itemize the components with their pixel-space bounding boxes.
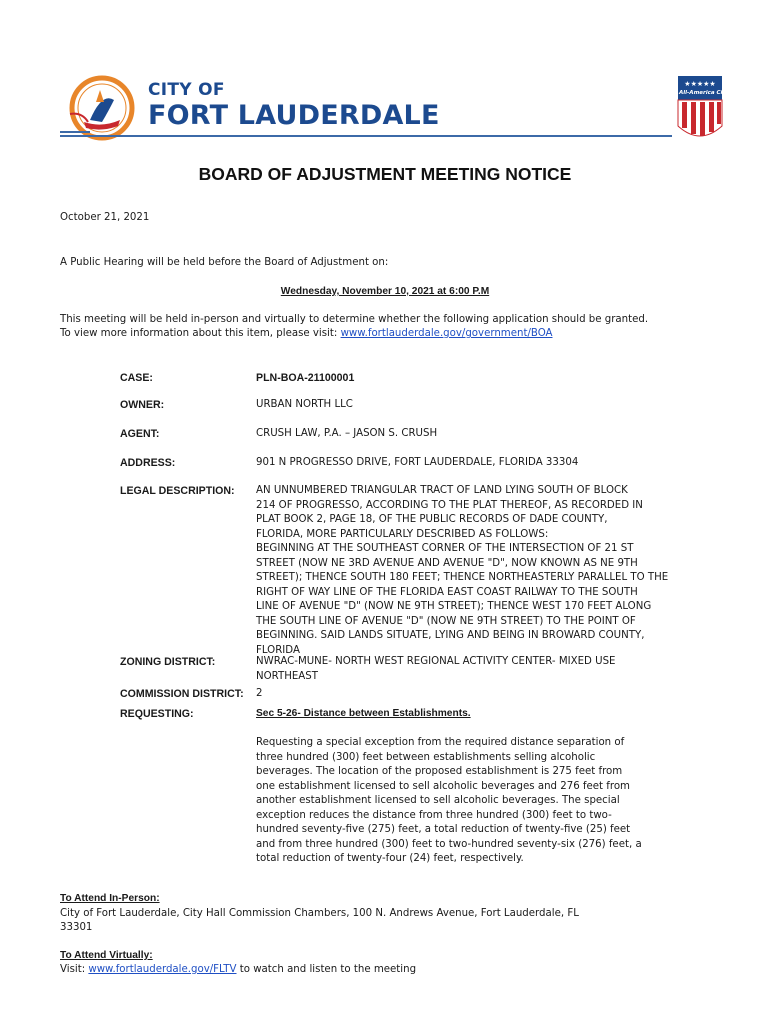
legal-description-label: LEGAL DESCRIPTION:	[120, 485, 235, 497]
city-seal-icon	[60, 72, 140, 144]
all-america-city-badge	[676, 74, 729, 146]
page-title: BOARD OF ADJUSTMENT MEETING NOTICE	[198, 164, 572, 184]
all-america-city-icon	[676, 74, 729, 146]
legal-line: FLORIDA, MORE PARTICULARLY DESCRIBED AS FOLLOWS:	[256, 528, 549, 540]
legal-line: 214 OF PROGRESSO, ACCORDING TO THE PLAT THEREOF, AS RECORDED IN	[256, 499, 643, 511]
logo-line-2: FORT LAUDERDALE	[148, 100, 440, 131]
legal-line: BEGINNING. SAID LANDS SITUATE, LYING AND BEING IN BROWARD COUNTY,	[256, 630, 645, 641]
request-line: hundred seventy-five (275) feet, a total reduction of twenty-five (25) feet	[256, 824, 631, 835]
legal-line: AN UNNUMBERED TRIANGULAR TRACT OF LAND LYING SOUTH OF BLOCK	[256, 485, 628, 496]
agent-value: CRUSH LAW, P.A. – JASON S. CRUSH	[256, 428, 438, 439]
commission-label: COMMISSION DISTRICT:	[120, 688, 244, 700]
legal-line: LINE OF AVENUE "D" (NOW NE 9TH STREET); THENCE WEST 170 FEET ALONG	[256, 601, 652, 612]
city-logo	[60, 72, 680, 144]
info-line-1: This meeting will be held in-person and virtually to determine whether the following application should be granted.	[60, 314, 649, 325]
zoning-label: ZONING DISTRICT:	[120, 656, 216, 668]
header-rule-short	[60, 131, 90, 133]
request-line: and from three hundred (300) feet to two-hundred seventy-six (276) feet, a	[256, 838, 642, 850]
logo-line-1: CITY OF	[148, 80, 225, 100]
commission-value: 2	[256, 688, 263, 699]
info-line-2-prefix: To view more information about this item, please visit:	[60, 328, 341, 339]
legal-description	[256, 484, 676, 658]
legal-line: FLORIDA	[256, 644, 300, 656]
request-line: exception reduces the distance from three hundred (300) feet to two-	[256, 809, 612, 821]
virtual-prefix: Visit:	[60, 964, 89, 975]
zoning-line: NWRAC-MUNE- NORTH WEST REGIONAL ACTIVITY CENTER- MIXED USE	[256, 656, 616, 667]
zoning-line: NORTHEAST	[256, 670, 318, 682]
agent-label: AGENT:	[120, 428, 160, 440]
zoning-value	[256, 655, 676, 684]
request-line: one establishment licensed to sell alcoholic beverages and 276 feet from	[256, 780, 630, 792]
legal-line: THE SOUTH LINE OF AVENUE "D" (NOW NE 9TH STREET) TO THE POINT OF	[256, 615, 636, 627]
request-line: three hundred (300) feet between establishments selling alcoholic	[256, 751, 596, 763]
svg-text:★★★★★: ★★★★★	[684, 80, 716, 88]
notice-date: October 21, 2021	[60, 212, 150, 223]
case-value: PLN-BOA-21100001	[256, 372, 355, 384]
request-description	[256, 736, 676, 867]
legal-line: BEGINNING AT THE SOUTHEAST CORNER OF THE INTERSECTION OF 21 ST	[256, 543, 634, 554]
in-person-line-1: City of Fort Lauderdale, City Hall Commission Chambers, 100 N. Andrews Avenue, Fort Lauderdale, FL	[60, 908, 579, 919]
virtual-suffix: to watch and listen to the meeting	[236, 964, 417, 975]
requesting-value: Sec 5-26- Distance between Establishments.	[256, 708, 471, 719]
in-person-heading: To Attend In-Person:	[60, 893, 160, 904]
legal-line: RIGHT OF WAY LINE OF THE FLORIDA EAST COAST RAILWAY TO THE SOUTH	[256, 586, 638, 598]
legal-line: STREET (NOW NE 3RD AVENUE AND AVENUE "D", NOW KNOWN AS NE 9TH	[256, 557, 638, 569]
owner-value: URBAN NORTH LLC	[256, 399, 353, 410]
request-line: beverages. The location of the proposed establishment is 275 feet from	[256, 766, 623, 777]
requesting-label: REQUESTING:	[120, 708, 194, 720]
in-person-line-2: 33301	[60, 922, 93, 933]
meeting-datetime: Wednesday, November 10, 2021 at 6:00 P.M	[280, 286, 490, 297]
boa-info-link[interactable]: www.fortlauderdale.gov/government/BOA	[340, 328, 553, 339]
virtual-heading: To Attend Virtually:	[60, 950, 153, 961]
case-label: CASE:	[120, 372, 153, 384]
request-line: another establishment licensed to sell alcoholic beverages. The special	[256, 795, 620, 806]
fltv-link[interactable]: www.fortlauderdale.gov/FLTV	[88, 964, 237, 975]
legal-line: PLAT BOOK 2, PAGE 18, OF THE PUBLIC RECORDS OF DADE COUNTY,	[256, 514, 608, 525]
virtual-line	[60, 963, 416, 978]
request-line: total reduction of twenty-four (24) feet, respectively.	[256, 853, 524, 864]
info-line-2	[60, 327, 553, 342]
intro-text: A Public Hearing will be held before the Board of Adjustment on:	[60, 257, 389, 268]
legal-line: STREET); THENCE SOUTH 180 FEET; THENCE NORTHEASTERLY PARALLEL TO THE	[256, 572, 669, 583]
address-label: ADDRESS:	[120, 457, 176, 469]
badge-text: All-America City	[679, 90, 729, 96]
header-rule	[60, 135, 672, 137]
owner-label: OWNER:	[120, 399, 165, 411]
request-line: Requesting a special exception from the required distance separation of	[256, 737, 625, 748]
address-value: 901 N PROGRESSO DRIVE, FORT LAUDERDALE, FLORIDA 33304	[256, 457, 579, 468]
